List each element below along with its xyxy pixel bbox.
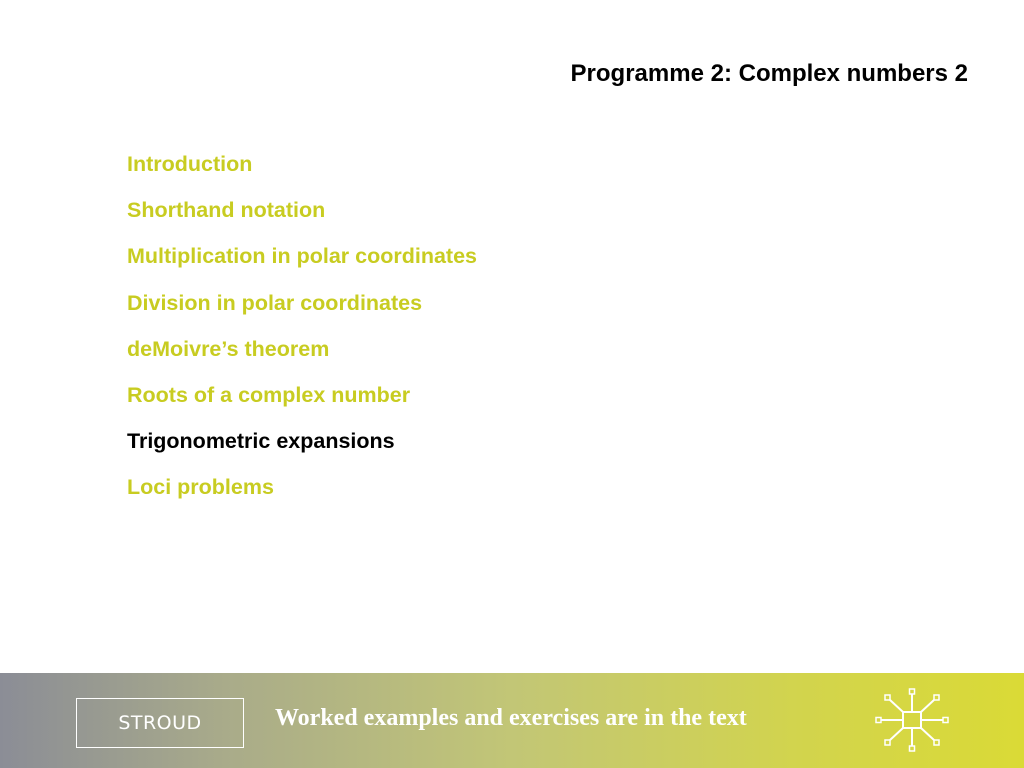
footer-bar: [0, 673, 1024, 768]
toc-item-demoivre-theorem[interactable]: deMoivre’s theorem: [127, 336, 330, 361]
table-of-contents: [127, 141, 477, 511]
network-icon: [872, 687, 952, 753]
toc-item-shorthand-notation[interactable]: Shorthand notation: [127, 198, 326, 223]
toc-item-multiplication-polar[interactable]: Multiplication in polar coordinates: [127, 244, 477, 269]
toc-item-roots-complex-number[interactable]: Roots of a complex number: [127, 382, 411, 407]
brand-box: [76, 698, 244, 748]
toc-item-loci-problems[interactable]: Loci problems: [127, 475, 274, 500]
brand-logo: STROUD: [118, 712, 202, 734]
page-title: Programme 2: Complex numbers 2: [570, 60, 968, 87]
footer-tagline: Worked examples and exercises are in the text: [275, 705, 747, 731]
toc-item-introduction[interactable]: Introduction: [127, 152, 253, 176]
toc-item-trigonometric-expansions[interactable]: Trigonometric expansions: [127, 429, 395, 454]
toc-item-division-polar[interactable]: Division in polar coordinates: [127, 290, 423, 315]
